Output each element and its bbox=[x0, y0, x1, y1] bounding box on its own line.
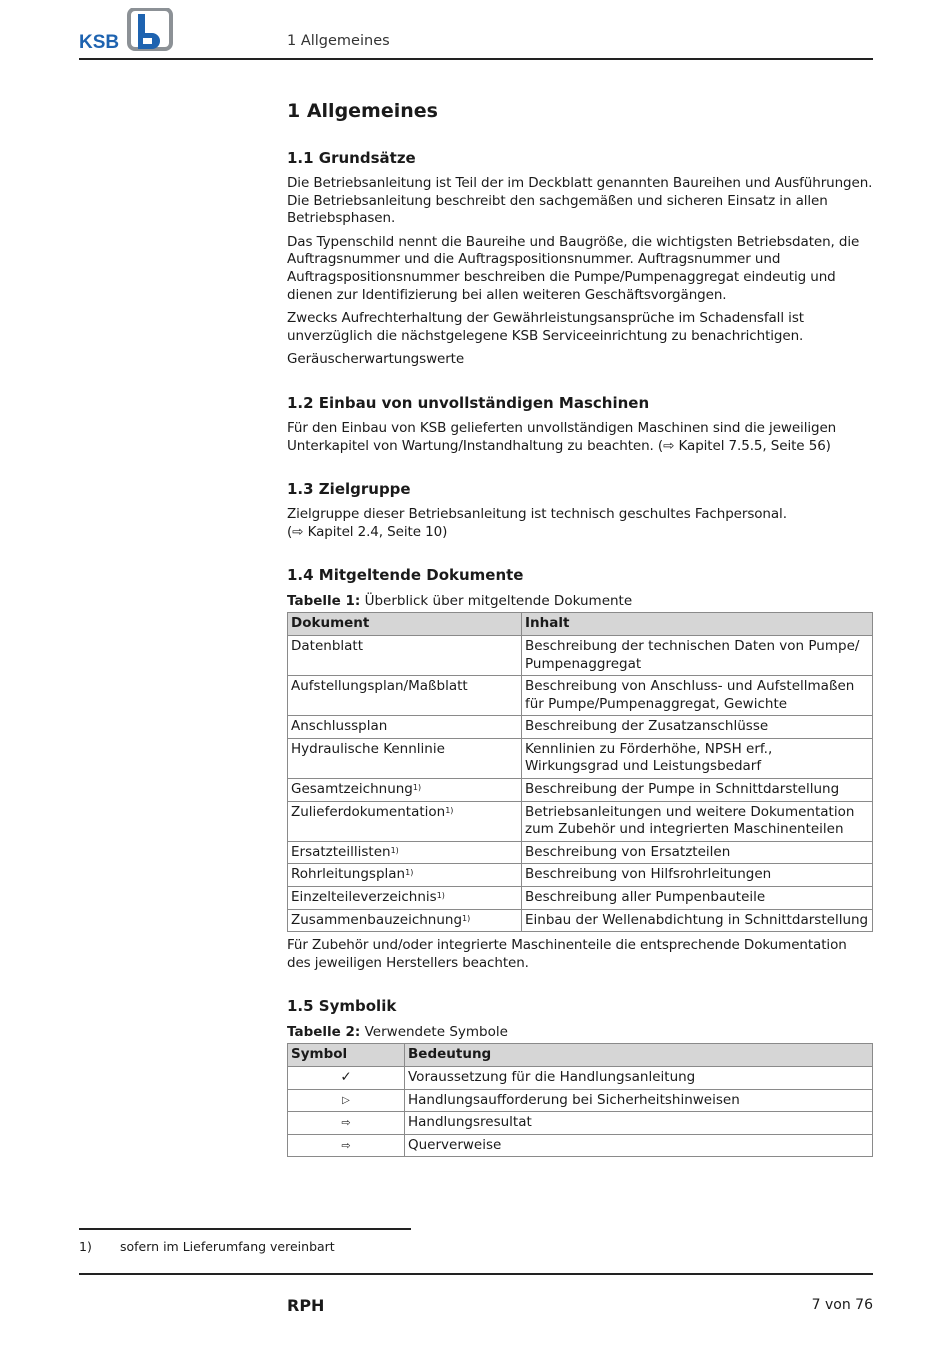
document-cell: Hydraulische Kennlinie bbox=[288, 738, 522, 778]
document-name: Zusammenbauzeichnung bbox=[291, 911, 463, 928]
column-header-inhalt: Inhalt bbox=[522, 613, 873, 636]
table-row bbox=[288, 1112, 873, 1135]
triangle-right-icon: ▷ bbox=[288, 1089, 405, 1112]
content-cell: Beschreibung von Hilfsrohrleitungen bbox=[522, 864, 873, 887]
footer-series-name: RPH bbox=[287, 1296, 325, 1315]
section-mitgeltende-dokumente bbox=[287, 564, 873, 972]
table-caption-label: Tabelle 1: bbox=[287, 593, 361, 610]
document-cell bbox=[288, 841, 522, 864]
paragraph: Die Betriebsanleitung ist Teil der im Deckblatt genannten Baureihen und Ausführungen. Die Betriebsanleitung beschreibt den sachgemäßen und sicheren Einsatz in allen Betriebsphasen. bbox=[287, 175, 873, 227]
page-number: 7 von 76 bbox=[811, 1297, 873, 1313]
section-heading: 1.3 Zielgruppe bbox=[287, 480, 411, 499]
section-grundsaetze bbox=[287, 147, 873, 369]
meaning-cell: Querverweise bbox=[405, 1134, 873, 1157]
table-caption-label: Tabelle 2: bbox=[287, 1024, 361, 1041]
footnote-marker[interactable]: 1) bbox=[436, 891, 445, 901]
footnote-number: 1) bbox=[79, 1239, 92, 1254]
paragraph: Für Zubehör und/oder integrierte Maschinenteile die entsprechende Dokumentation des jeweiligen Herstellers beachten. bbox=[287, 937, 847, 971]
column-header-dokument: Dokument bbox=[288, 613, 522, 636]
arrow-right-icon: ⇨ bbox=[288, 1112, 405, 1135]
page-title: 1 Allgemeines bbox=[287, 100, 438, 122]
section-einbau bbox=[287, 392, 873, 455]
document-name: Gesamtzeichnung bbox=[291, 781, 413, 798]
content-cell: Einbau der Wellenabdichtung in Schnittdarstellung bbox=[522, 909, 873, 932]
svg-text:KSB: KSB bbox=[79, 32, 120, 52]
table-caption bbox=[287, 1023, 873, 1041]
arrow-right-icon: ⇨ bbox=[288, 1134, 405, 1157]
table-row bbox=[288, 909, 873, 932]
table-caption-text: Verwendete Symbole bbox=[360, 1024, 508, 1041]
header-rule bbox=[79, 58, 873, 60]
document-name: Zulieferdokumentation bbox=[291, 803, 446, 820]
document-cell: Anschlussplan bbox=[288, 716, 522, 739]
paragraph: Das Typenschild nennt die Baureihe und Baugröße, die wichtigsten Betriebsdaten, die Auftragsnummer und die Auftragspositionsnummer. Auftragsnummer und Auftragspositionsnummer beschreiben die Pumpe/Pumpenaggregat eindeutig und dienen zur Identifizierung bei allen weiteren Geschäftsvorgängen. bbox=[287, 233, 860, 303]
document-cell bbox=[288, 887, 522, 910]
document-name: Ersatzteillisten bbox=[291, 843, 391, 860]
content-cell: Beschreibung der technischen Daten von Pumpe/ Pumpenaggregat bbox=[522, 635, 873, 675]
meaning-cell: Voraussetzung für die Handlungsanleitung bbox=[405, 1067, 873, 1090]
meaning-cell: Handlungsresultat bbox=[405, 1112, 873, 1135]
document-name: Einzelteileverzeichnis bbox=[291, 889, 437, 906]
section-heading: 1.4 Mitgeltende Dokumente bbox=[287, 566, 524, 585]
paragraph: Für den Einbau von KSB gelieferten unvollständigen Maschinen sind die jeweiligen Unterkapitel von Wartung/Instandhaltung zu beachten. (⇨ Kapitel 7.5.5, Seite 56) bbox=[287, 419, 837, 454]
ksb-logo bbox=[79, 8, 175, 52]
document-cell bbox=[288, 909, 522, 932]
content-cell: Beschreibung von Ersatzteilen bbox=[522, 841, 873, 864]
footnote-rule bbox=[79, 1228, 411, 1230]
cross-reference-link[interactable]: (⇨ Kapitel 2.4, Seite 10) bbox=[287, 523, 448, 540]
checkmark-icon: ✓ bbox=[288, 1067, 405, 1090]
header-chapter-title: 1 Allgemeines bbox=[287, 33, 390, 49]
paragraph: Zwecks Aufrechterhaltung der Gewährleistungsansprüche im Schadensfall ist unverzüglich die nächstgelegene KSB Serviceeinrichtung zu benachrichtigen. bbox=[287, 310, 804, 344]
table-row bbox=[288, 716, 873, 739]
document-cell bbox=[288, 864, 522, 887]
section-zielgruppe bbox=[287, 478, 873, 541]
paragraph: Geräuscherwartungswerte bbox=[287, 351, 465, 368]
symbols-table bbox=[287, 1043, 873, 1157]
table-row bbox=[288, 864, 873, 887]
table-row bbox=[288, 841, 873, 864]
content-cell: Kennlinien zu Förderhöhe, NPSH erf., Wirkungsgrad und Leistungsbedarf bbox=[522, 738, 873, 778]
section-heading: 1.2 Einbau von unvollständigen Maschinen bbox=[287, 393, 650, 412]
table-row bbox=[288, 635, 873, 675]
document-name: Rohrleitungsplan bbox=[291, 866, 406, 883]
footnote-marker[interactable]: 1) bbox=[445, 805, 454, 815]
documents-table bbox=[287, 612, 873, 932]
main-content bbox=[287, 96, 873, 1157]
table-row bbox=[288, 801, 873, 841]
section-symbolik bbox=[287, 995, 873, 1157]
document-cell bbox=[288, 801, 522, 841]
footnote-marker[interactable]: 1) bbox=[390, 845, 399, 855]
column-header-bedeutung: Bedeutung bbox=[405, 1044, 873, 1067]
table-caption-text: Überblick über mitgeltende Dokumente bbox=[360, 593, 633, 610]
table-caption bbox=[287, 592, 873, 610]
document-cell: Datenblatt bbox=[288, 635, 522, 675]
footer-rule bbox=[79, 1273, 873, 1275]
table-row bbox=[288, 1089, 873, 1112]
document-cell bbox=[288, 779, 522, 802]
table-header-row bbox=[288, 613, 873, 636]
content-cell: Beschreibung von Anschluss- und Aufstellmaßen für Pumpe/Pumpenaggregat, Gewichte bbox=[522, 676, 873, 716]
footnote-text: sofern im Lieferumfang vereinbart bbox=[120, 1239, 335, 1254]
section-heading: 1.1 Grundsätze bbox=[287, 149, 416, 167]
content-cell: Beschreibung der Pumpe in Schnittdarstellung bbox=[522, 779, 873, 802]
table-row bbox=[288, 779, 873, 802]
content-cell: Betriebsanleitungen und weitere Dokumentation zum Zubehör und integrierten Maschinenteilen bbox=[522, 801, 873, 841]
table-row bbox=[288, 1067, 873, 1090]
meaning-cell: Handlungsaufforderung bei Sicherheitshinweisen bbox=[405, 1089, 873, 1112]
table-row bbox=[288, 1134, 873, 1157]
table-row bbox=[288, 887, 873, 910]
table-row bbox=[288, 676, 873, 716]
footnote-marker[interactable]: 1) bbox=[462, 913, 471, 923]
content-cell: Beschreibung der Zusatzanschlüsse bbox=[522, 716, 873, 739]
column-header-symbol: Symbol bbox=[288, 1044, 405, 1067]
table-row bbox=[288, 738, 873, 778]
document-cell: Aufstellungsplan/Maßblatt bbox=[288, 676, 522, 716]
footnote-marker[interactable]: 1) bbox=[412, 783, 422, 793]
content-cell: Beschreibung aller Pumpenbauteile bbox=[522, 887, 873, 910]
table-header-row bbox=[288, 1044, 873, 1067]
section-heading: 1.5 Symbolik bbox=[287, 997, 397, 1016]
footnote-marker[interactable]: 1) bbox=[405, 868, 414, 878]
paragraph: Zielgruppe dieser Betriebsanleitung ist technisch geschultes Fachpersonal. bbox=[287, 506, 787, 523]
